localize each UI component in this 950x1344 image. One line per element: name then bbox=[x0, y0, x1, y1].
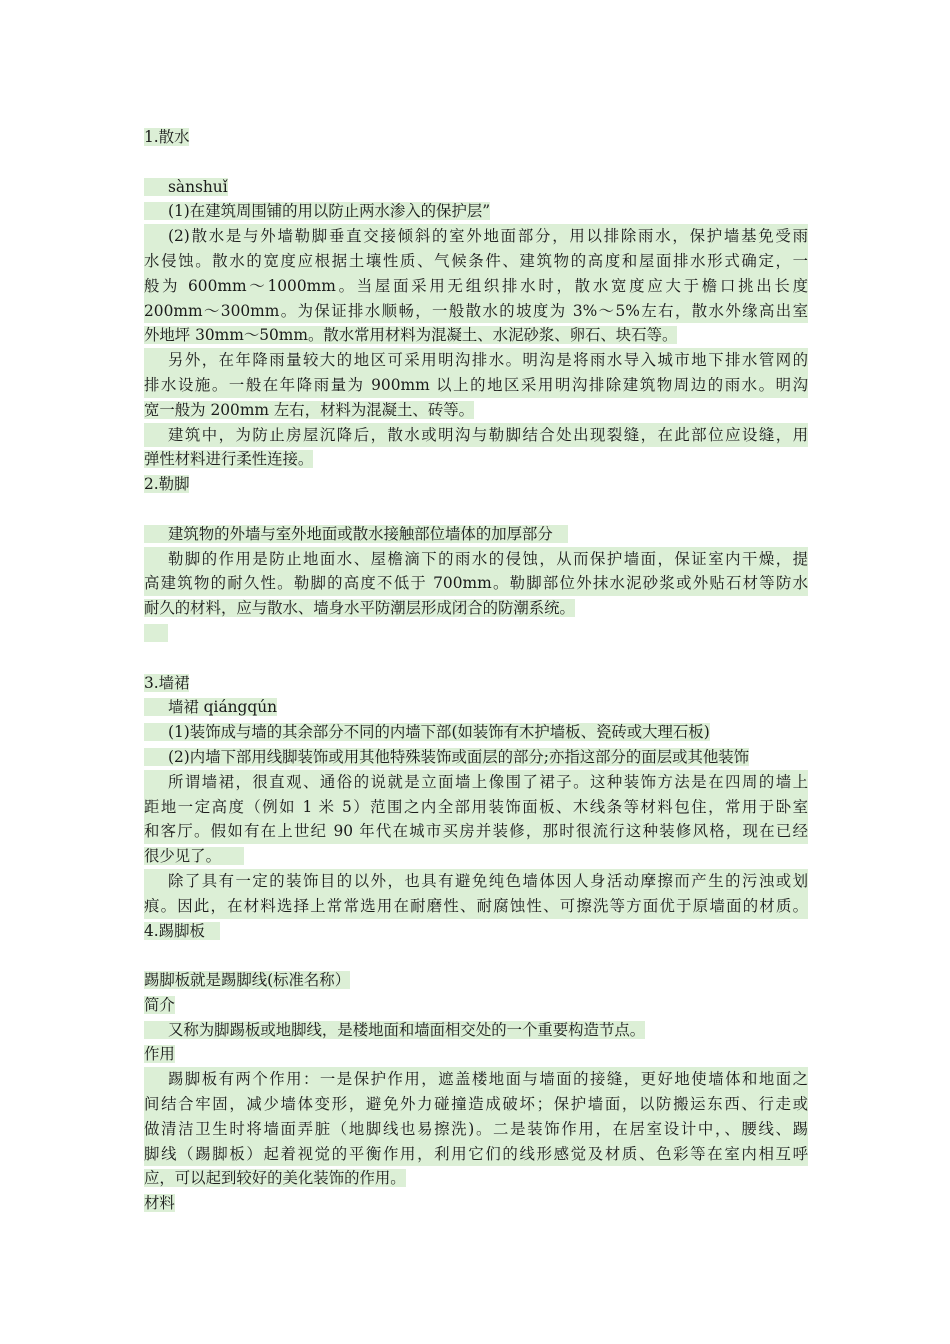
line-text: 般为 600mm～1000mm。当屋面采用无组织排水时，散水宽度应大于檐口挑出长度 bbox=[144, 276, 808, 295]
indent-space bbox=[144, 695, 168, 720]
section-heading-text: 1.散水 bbox=[144, 128, 190, 146]
line-text: 又称为脚踢板或地脚线，是楼地面和墙面相交处的一个重要构造节点。 bbox=[168, 1020, 646, 1039]
highlighted-run bbox=[144, 1067, 808, 1092]
highlighted-run bbox=[144, 178, 228, 196]
line-text: 距地一定高度（例如 1 米 5）范围之内全部用装饰面板、木线条等材料包住，常用于卧室 bbox=[144, 797, 808, 816]
text-line bbox=[144, 745, 808, 770]
line-text: 材料 bbox=[144, 1194, 175, 1213]
highlighted-run bbox=[144, 423, 808, 448]
line-text: 200mm～300mm。为保证排水顺畅，一般散水的坡度为 3%～5%左右，散水外缘高出室 bbox=[144, 301, 808, 320]
text-line bbox=[144, 373, 808, 398]
indent-space bbox=[144, 175, 168, 200]
line-text: 踢脚板就是踢脚线(标准名称） bbox=[144, 971, 351, 990]
highlighted-run bbox=[144, 525, 568, 543]
text-line bbox=[144, 224, 808, 249]
line-text: 应，可以起到较好的美化装饰的作用。 bbox=[144, 1169, 406, 1188]
line-text: 脚线（踢脚板）起着视觉的平衡作用，利用它们的线形感觉及材质、色彩等在室内相互呼 bbox=[144, 1144, 808, 1163]
highlighted-run bbox=[144, 847, 244, 865]
line-text: 间结合牢固，减少墙体变形，避免外力碰撞造成破坏；保护墙面，以防搬运东西、行走或 bbox=[144, 1095, 808, 1114]
line-text: 和客厅。假如有在上世纪 90 年代在城市买房并装修，那时很流行这种装修风格，现在已经 bbox=[144, 822, 808, 841]
highlighted-run bbox=[144, 770, 808, 795]
blank-line bbox=[144, 943, 808, 968]
line-text: 作用 bbox=[144, 1045, 175, 1064]
highlighted-run bbox=[144, 1169, 406, 1187]
text-line bbox=[144, 249, 808, 274]
indent-space bbox=[144, 1067, 168, 1092]
line-text: sànshuǐ bbox=[168, 177, 228, 196]
blank-line bbox=[144, 150, 808, 175]
text-line bbox=[144, 993, 808, 1018]
indent-space bbox=[144, 745, 168, 770]
line-text: 踢脚板有两个作用：一是保护作用，遮盖楼地面与墙面的接缝，更好地使墙体和地面之 bbox=[168, 1070, 808, 1089]
line-text: 建筑物的外墙与室外地面或散水接触部位墙体的加厚部分 bbox=[168, 524, 569, 543]
text-line bbox=[144, 869, 808, 894]
section-heading bbox=[144, 472, 808, 497]
highlighted-run bbox=[144, 450, 313, 468]
line-text: 简介 bbox=[144, 995, 175, 1014]
highlighted-run bbox=[144, 348, 808, 373]
section-heading bbox=[144, 671, 808, 696]
highlighted-run bbox=[144, 373, 808, 398]
highlighted-run bbox=[144, 894, 808, 919]
text-line bbox=[144, 1018, 808, 1043]
indent-space bbox=[144, 348, 168, 373]
text-line bbox=[144, 522, 808, 547]
indent-space bbox=[144, 1018, 168, 1043]
text-line bbox=[144, 423, 808, 448]
line-text: (1)装饰成与墙的其余部分不同的内墙下部(如装饰有木护墙板、瓷砖或大理石板) bbox=[168, 723, 710, 742]
line-text: 弹性材料进行柔性连接。 bbox=[144, 450, 314, 469]
text-line bbox=[144, 1092, 808, 1117]
indent-space bbox=[144, 199, 168, 224]
section-heading-text: 3.墙裙 bbox=[144, 673, 190, 692]
highlighted-run bbox=[144, 401, 474, 419]
text-line bbox=[144, 968, 808, 993]
text-line bbox=[144, 1067, 808, 1092]
highlighted-run bbox=[144, 748, 749, 766]
indent-space bbox=[144, 720, 168, 745]
text-line bbox=[144, 819, 808, 844]
highlighted-run bbox=[144, 1117, 808, 1142]
highlighted-run bbox=[144, 819, 808, 844]
text-line bbox=[144, 720, 808, 745]
line-text: 所谓墙裙，很直观、通俗的说就是立面墙上像围了裙子。这种装饰方法是在四周的墙上 bbox=[168, 772, 808, 791]
section-heading bbox=[144, 919, 808, 944]
highlighted-run bbox=[144, 326, 677, 344]
highlighted-run bbox=[144, 795, 808, 820]
indent-space bbox=[144, 621, 168, 646]
text-line bbox=[144, 844, 808, 869]
text-line bbox=[144, 175, 808, 200]
highlighted-run bbox=[144, 996, 175, 1014]
document-body bbox=[144, 125, 808, 1216]
text-line bbox=[144, 274, 808, 299]
line-text: 宽一般为 200mm 左右，材料为混凝土、砖等。 bbox=[144, 400, 474, 419]
text-line bbox=[144, 1142, 808, 1167]
highlighted-run bbox=[144, 869, 808, 894]
indent-space bbox=[144, 869, 168, 894]
highlighted-run bbox=[144, 1021, 645, 1039]
text-line bbox=[144, 547, 808, 572]
highlighted-run bbox=[144, 224, 808, 249]
highlighted-run bbox=[144, 698, 277, 716]
text-line bbox=[144, 398, 808, 423]
highlighted-run bbox=[144, 971, 350, 989]
indent-space bbox=[144, 423, 168, 448]
highlighted-run bbox=[144, 274, 808, 299]
text-line bbox=[144, 1191, 808, 1216]
indent-space bbox=[144, 770, 168, 795]
line-text: (2)散水是与外墙勒脚垂直交接倾斜的室外地面部分，用以排除雨水，保护墙基免受雨 bbox=[168, 227, 808, 246]
highlighted-run bbox=[144, 249, 808, 274]
text-line bbox=[144, 299, 808, 324]
text-line bbox=[144, 596, 808, 621]
indent-space bbox=[144, 547, 168, 572]
text-line bbox=[144, 348, 808, 373]
highlighted-run bbox=[144, 723, 710, 741]
highlighted-run bbox=[144, 1092, 808, 1117]
blank-line bbox=[144, 646, 808, 671]
line-text: 另外，在年降雨量较大的地区可采用明沟排水。明沟是将雨水导入城市地下排水管网的 bbox=[168, 351, 808, 370]
highlighted-run bbox=[144, 1142, 808, 1167]
text-line bbox=[144, 770, 808, 795]
text-line bbox=[144, 621, 808, 646]
text-line bbox=[144, 447, 808, 472]
text-line bbox=[144, 894, 808, 919]
line-text: 外地坪 30mm～50mm。散水常用材料为混凝土、水泥砂浆、卵石、块石等。 bbox=[144, 326, 678, 345]
highlighted-run bbox=[144, 299, 808, 324]
section-heading-text: 2.勒脚 bbox=[144, 475, 190, 494]
highlighted-run bbox=[144, 547, 808, 572]
text-line bbox=[144, 571, 808, 596]
text-line bbox=[144, 323, 808, 348]
text-line bbox=[144, 199, 808, 224]
blank-line bbox=[144, 497, 808, 522]
section-heading-text: 4.踢脚板 bbox=[144, 921, 221, 940]
line-text: 很少见了。 bbox=[144, 847, 245, 866]
line-text: 做清洁卫生时将墙面弄脏（地脚线也易擦洗)。二是装饰作用，在居室设计中，、腰线、踢 bbox=[144, 1119, 808, 1138]
line-text: 高建筑物的耐久性。勒脚的高度不低于 700mm。勒脚部位外抹水泥砂浆或外贴石材等防水 bbox=[144, 574, 808, 593]
highlighted-run bbox=[144, 202, 490, 220]
text-line bbox=[144, 1117, 808, 1142]
indent-space bbox=[144, 224, 168, 249]
line-text: 耐久的材料，应与散水、墙身水平防潮层形成闭合的防潮系统。 bbox=[144, 599, 575, 618]
line-text: 排水设施。一般在年降雨量为 900mm 以上的地区采用明沟排除建筑物周边的雨水。明沟 bbox=[144, 375, 808, 394]
line-text: 建筑中，为防止房屋沉降后，散水或明沟与勒脚结合处出现裂缝，在此部位应设缝，用 bbox=[168, 425, 808, 444]
highlighted-run bbox=[144, 571, 808, 596]
highlighted-run bbox=[144, 1194, 175, 1212]
line-text: 痕。因此，在材料选择上常常选用在耐磨性、耐腐蚀性、可擦洗等方面优于原墙面的材质。 bbox=[144, 896, 808, 915]
highlighted-run bbox=[144, 624, 168, 642]
text-line bbox=[144, 795, 808, 820]
line-text: 水侵蚀。散水的宽度应根据土壤性质、气候条件、建筑物的高度和屋面排水形式确定，一 bbox=[144, 251, 808, 270]
text-line bbox=[144, 695, 808, 720]
line-text: 除了具有一定的装饰目的以外，也具有避免纯色墙体因人身活动摩擦而产生的污浊或划 bbox=[168, 871, 808, 890]
line-text: (1)在建筑周围铺的用以防止两水渗入的保护层” bbox=[168, 202, 491, 221]
line-text: 勒脚的作用是防止地面水、屋檐滴下的雨水的侵蚀，从而保护墙面，保证室内干燥，提 bbox=[168, 549, 808, 568]
text-line bbox=[144, 1166, 808, 1191]
highlighted-run bbox=[144, 1045, 175, 1063]
line-text: (2)内墙下部用线脚装饰或用其他特殊装饰或面层的部分;亦指这部分的面层或其他装饰 bbox=[168, 747, 750, 766]
section-heading bbox=[144, 125, 808, 150]
indent-space bbox=[144, 522, 168, 547]
highlighted-run bbox=[144, 599, 575, 617]
text-line bbox=[144, 1042, 808, 1067]
line-text: 墙裙 qiángqún bbox=[168, 698, 278, 717]
